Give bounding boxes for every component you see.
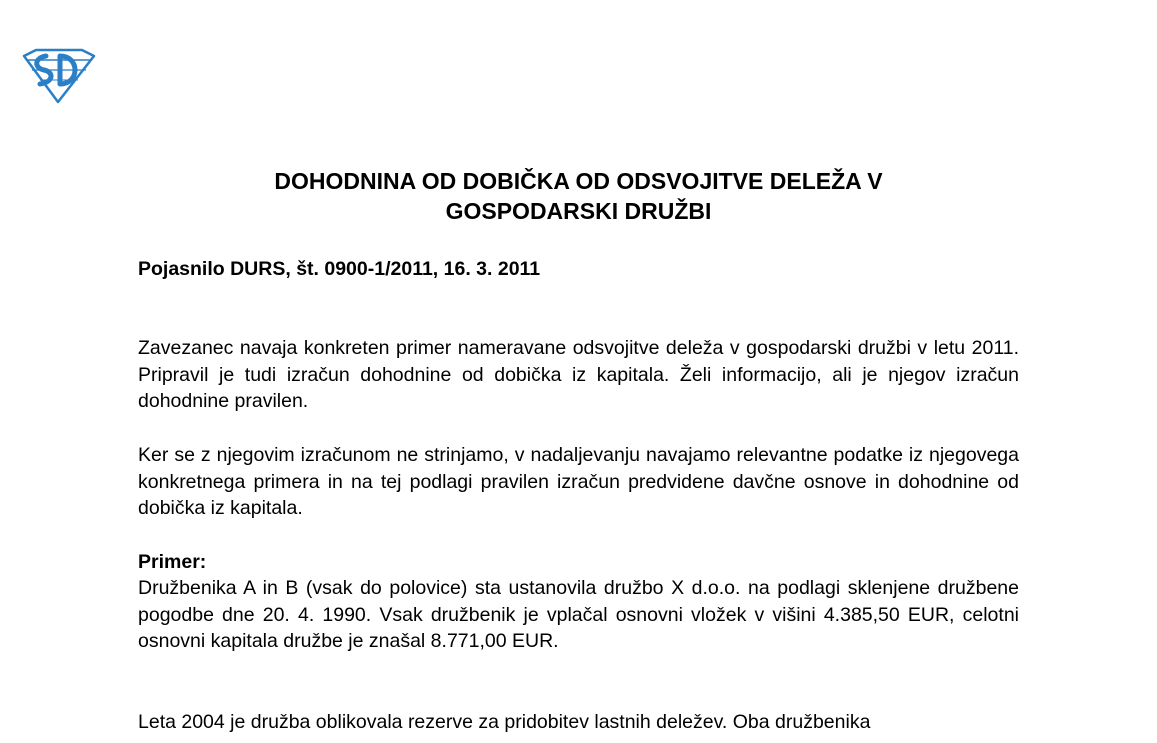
paragraph-1: Zavezanec navaja konkreten primer nameravane odsvojitve deleža v gospodarski družbi v letu 2011. Pripravil je tudi izračun dohodnine od dobička iz kapitala. Želi informacijo, ali je njegov izračun dohodnine pravilen. <box>138 337 1019 412</box>
document-title <box>138 166 1019 226</box>
paragraph-2: Ker se z njegovim izračunom ne strinjamo, v nadaljevanju navajamo relevantne podatke iz njegovega konkretnega primera in na tej podlagi pravilen izračun predvidene davčne osnove in dohodnine od dobička iz kapitala. <box>138 444 1019 519</box>
paragraph-4: Leta 2004 je družba oblikovala rezerve za pridobitev lastnih deležev. Oba družbenika <box>138 711 871 733</box>
sd-diamond-logo-icon <box>22 48 96 104</box>
sd-logo-icon <box>22 48 96 104</box>
title-line-2: GOSPODARSKI DRUŽBI <box>445 198 712 224</box>
title-line-1: DOHODNINA OD DOBIČKA OD ODSVOJITVE DELEŽA V <box>274 168 883 194</box>
document-subtitle: Pojasnilo DURS, št. 0900-1/2011, 16. 3. 2011 <box>138 258 541 280</box>
paragraph-3: Družbenika A in B (vsak do polovice) sta ustanovila družbo X d.o.o. na podlagi sklenjene družbene pogodbe dne 20. 4. 1990. Vsak družbenik je vplačal osnovni vložek v višini 4.385,50 EUR, celotni osnovni kapitala družbe je znašal 8.771,00 EUR. <box>138 577 1019 652</box>
example-heading: Primer: <box>138 551 207 573</box>
